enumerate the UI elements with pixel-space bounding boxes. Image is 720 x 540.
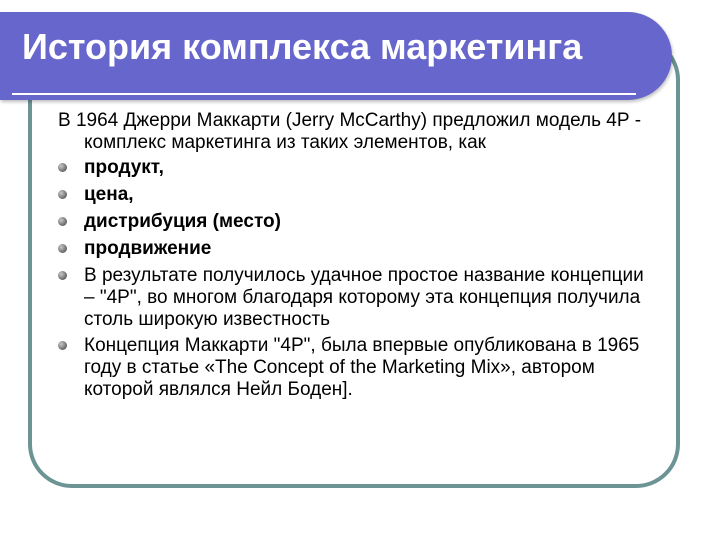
bullet-text: цена, [84, 184, 134, 205]
bullet-item [58, 184, 658, 206]
bullet-item [58, 335, 658, 401]
slide-title: История комплекса маркетинга [22, 26, 583, 67]
bullet-text: продвижение [84, 238, 212, 259]
bullet-item [58, 157, 658, 179]
bullet-text: продукт, [84, 157, 164, 178]
slide-body [58, 110, 658, 405]
bullet-dot-icon [58, 271, 67, 280]
bullet-dot-icon [58, 217, 67, 226]
bullet-list [58, 157, 658, 401]
bullet-item [58, 238, 658, 260]
title-divider [12, 93, 636, 95]
bullet-dot-icon [58, 341, 67, 350]
intro-paragraph: В 1964 Джерри Маккарти (Jerry McCarthy) предложил модель 4Р - комплекс маркетинга из таких элементов, как [58, 110, 642, 153]
bullet-item [58, 211, 658, 233]
bullet-text: В результате получилось удачное простое название концепции – "4P", во многом благодаря которому эта концепция получила столь широкую известность [84, 265, 644, 330]
bullet-dot-icon [58, 190, 67, 199]
bullet-item [58, 265, 658, 331]
bullet-dot-icon [58, 244, 67, 253]
bullet-text: дистрибуция (место) [84, 211, 281, 232]
bullet-text: Концепция Маккарти "4P", была впервые опубликована в 1965 году в статье «The Concept of the Marketing Mix», автором которой являлся Нейл Боден]. [84, 335, 640, 400]
bullet-dot-icon [58, 163, 67, 172]
